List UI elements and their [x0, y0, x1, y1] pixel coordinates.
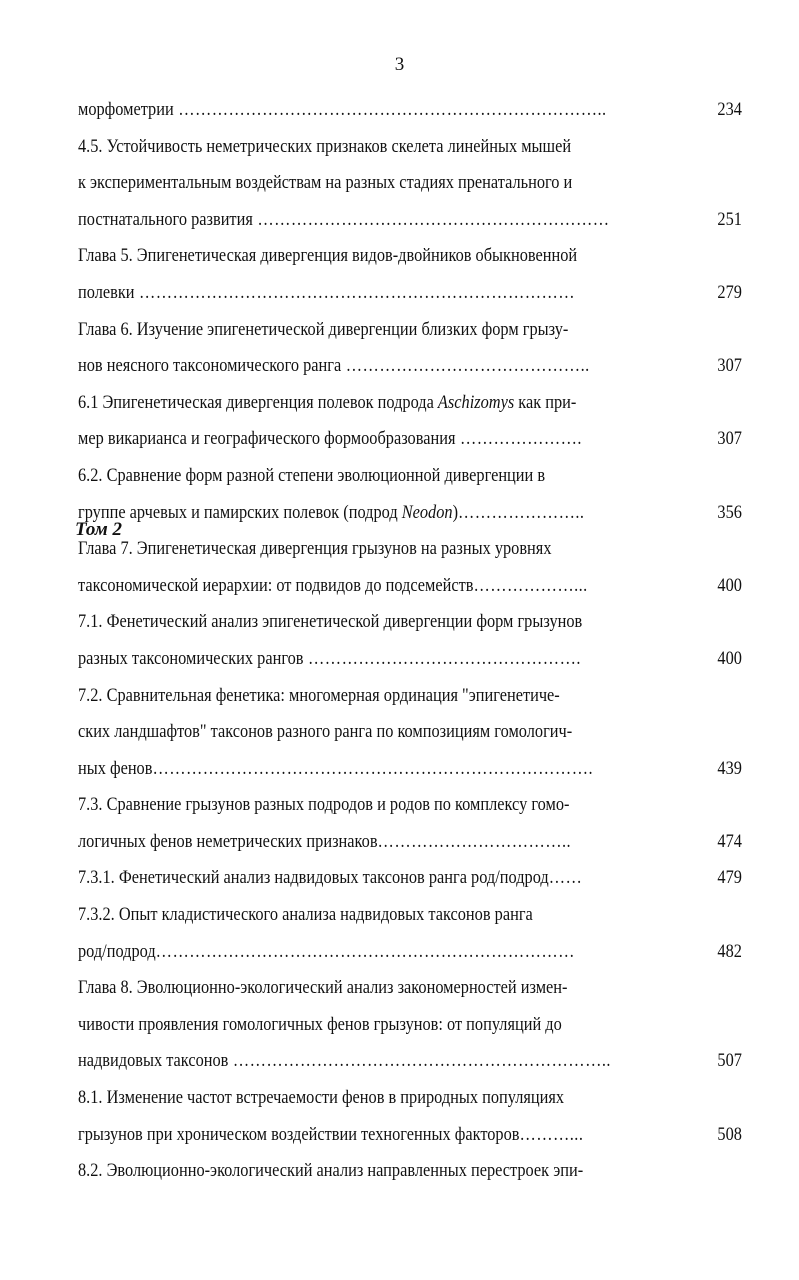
- toc-leader-dots: ……………………………..: [377, 830, 572, 852]
- toc-page-number: 251: [717, 208, 742, 230]
- toc-leader-dots: ……: [548, 867, 583, 889]
- toc-entry: [78, 348, 742, 385]
- toc-page-number: 479: [717, 867, 742, 889]
- toc-entry: [78, 787, 742, 824]
- toc-entry-text: к экспериментальным воздействам на разных стадиях пренатального и: [78, 172, 573, 194]
- toc-entry-text: 7.3. Сравнение грызунов разных подродов и родов по комплексу гомо-: [78, 794, 570, 816]
- toc-entry-text: 8.1. Изменение частот встречаемости фенов в природных популяциях: [78, 1087, 565, 1109]
- toc-leader-dots: …………………………………………………………………….: [152, 757, 593, 779]
- toc-entry-text: 4.5. Устойчивость неметрических признаков скелета линейных мышей: [78, 135, 572, 157]
- toc-page-number: 307: [717, 428, 742, 450]
- toc-entry-text: 7.3.1. Фенетический анализ надвидовых таксонов ранга род/подрод: [78, 867, 549, 889]
- toc-entry-text: таксономической иерархии: от подвидов до подсемейств: [78, 574, 474, 596]
- toc-entry-text: ных фенов: [78, 757, 153, 779]
- toc-page-number: 508: [717, 1123, 742, 1145]
- toc-entry: [78, 568, 742, 605]
- toc-entry-text: полевки: [78, 281, 135, 303]
- toc-entry-text: Глава 7. Эпигенетическая дивергенция грызунов на разных уровнях: [78, 538, 552, 560]
- toc-leader-dots: ………………………………………….: [303, 647, 581, 669]
- page-number: 3: [394, 54, 405, 75]
- toc-entry: [78, 385, 742, 422]
- toc-entry-text: логичных фенов неметрических признаков: [78, 830, 378, 852]
- toc-entry: [78, 312, 742, 349]
- toc-entry: [78, 1117, 742, 1154]
- toc-entry: [78, 92, 742, 129]
- toc-page-number: 400: [717, 647, 742, 669]
- toc-leader-dots: ………………….: [455, 428, 582, 450]
- toc-entry-text: нов неясного таксономического ранга: [78, 355, 342, 377]
- toc-entry-text: надвидовых таксонов: [78, 1050, 229, 1072]
- toc-leader-dots: …………………………………………………………………..: [173, 99, 607, 120]
- toc-entry-text: мер викарианса и географического формообразования: [78, 428, 456, 450]
- toc-entry-text: 6.2. Сравнение форм разной степени эволюционной дивергенции в: [78, 464, 546, 486]
- toc-page-number: 439: [717, 757, 742, 779]
- toc-entry: [78, 202, 742, 239]
- toc-leader-dots: …………………..: [458, 501, 585, 523]
- toc-page-number: 482: [717, 940, 742, 962]
- toc-entry: [78, 238, 742, 275]
- toc-entry-text: 7.1. Фенетический анализ эпигенетической дивергенции форм грызунов: [78, 611, 583, 633]
- toc-entry: [78, 970, 742, 1007]
- toc-leader-dots: …………………………………………………………………: [155, 940, 575, 962]
- toc-entry-text: Глава 6. Изучение эпигенетической дивергенции близких форм грызу-: [78, 318, 569, 340]
- toc-leader-dots: ………………………………………………………: [252, 208, 610, 230]
- toc-entry-text: постнатального развития: [78, 208, 253, 230]
- toc-text-pre: группе арчевых и памирских полевок (подрод: [78, 501, 402, 523]
- toc-entry: [78, 165, 742, 202]
- toc-entry-text: разных таксономических рангов: [78, 647, 304, 669]
- toc-text-post: ): [452, 501, 459, 523]
- toc-leader-dots: ……………………………………………………………………: [134, 281, 576, 303]
- toc-entry-text: 7.3.2. Опыт кладистического анализа надвидовых таксонов ранга: [78, 904, 533, 926]
- toc-page-number: 279: [717, 281, 742, 303]
- table-of-contents: [78, 92, 742, 1190]
- toc-text-post: как при-: [514, 391, 577, 413]
- toc-entry: [78, 1080, 742, 1117]
- toc-entry-text: [78, 392, 576, 413]
- toc-entry: [78, 604, 742, 641]
- toc-entry: [78, 1007, 742, 1044]
- toc-entry-text: чивости проявления гомологичных фенов грызунов: от популяций до: [78, 1013, 562, 1035]
- toc-entry: [78, 934, 742, 971]
- toc-entry-text: морфометрии: [78, 99, 174, 120]
- toc-entry-text: 7.2. Сравнительная фенетика: многомерная ординация "эпигенетиче-: [78, 684, 560, 706]
- toc-entry: [78, 714, 742, 751]
- toc-entry-text: Глава 5. Эпигенетическая дивергенция видов-двойников обыкновенной: [78, 245, 578, 267]
- toc-entry: [78, 860, 742, 897]
- toc-page-number: 307: [717, 355, 742, 377]
- toc-entry-text: 8.2. Эволюционно-экологический анализ направленных перестроек эпи-: [78, 1160, 584, 1182]
- toc-entry-text: род/подрод: [78, 940, 156, 962]
- toc-entry-text: Глава 8. Эволюционно-экологический анализ закономерностей измен-: [78, 977, 568, 999]
- toc-leader-dots: …………………………………………………………..: [228, 1050, 611, 1072]
- toc-text-italic: Aschizomys: [437, 391, 515, 413]
- toc-page-number: 234: [717, 99, 742, 120]
- toc-entry: [78, 531, 742, 568]
- toc-entry: [78, 421, 742, 458]
- toc-page-number: 474: [717, 830, 742, 852]
- toc-entry: [78, 641, 742, 678]
- toc-leader-dots: ………………...: [473, 574, 588, 596]
- toc-entry: [78, 897, 742, 934]
- toc-entry: [78, 751, 742, 788]
- toc-leader-dots: ……………………………………..: [341, 355, 590, 377]
- toc-entry: [78, 458, 742, 495]
- toc-entry: [78, 824, 742, 861]
- toc-entry-text: ских ландшафтов" таксонов разного ранга по композициям гомологич-: [78, 721, 573, 743]
- toc-page-number: 356: [717, 501, 742, 523]
- toc-entry: [78, 1153, 742, 1190]
- toc-entry-text: [78, 502, 458, 523]
- toc-entry: [78, 275, 742, 312]
- toc-entry: [78, 495, 742, 532]
- volume-marker: Том 2: [75, 519, 122, 540]
- toc-entry: [78, 129, 742, 166]
- toc-text-pre: 6.1 Эпигенетическая дивергенция полевок подрода: [78, 391, 438, 413]
- toc-entry: [78, 1043, 742, 1080]
- toc-page-number: 507: [717, 1050, 742, 1072]
- toc-leader-dots: ………...: [519, 1123, 584, 1145]
- toc-entry: [78, 678, 742, 715]
- toc-page-number: 400: [717, 574, 742, 596]
- toc-text-italic: Neodon: [401, 501, 453, 523]
- toc-entry-text: грызунов при хроническом воздействии техногенных факторов: [78, 1123, 520, 1145]
